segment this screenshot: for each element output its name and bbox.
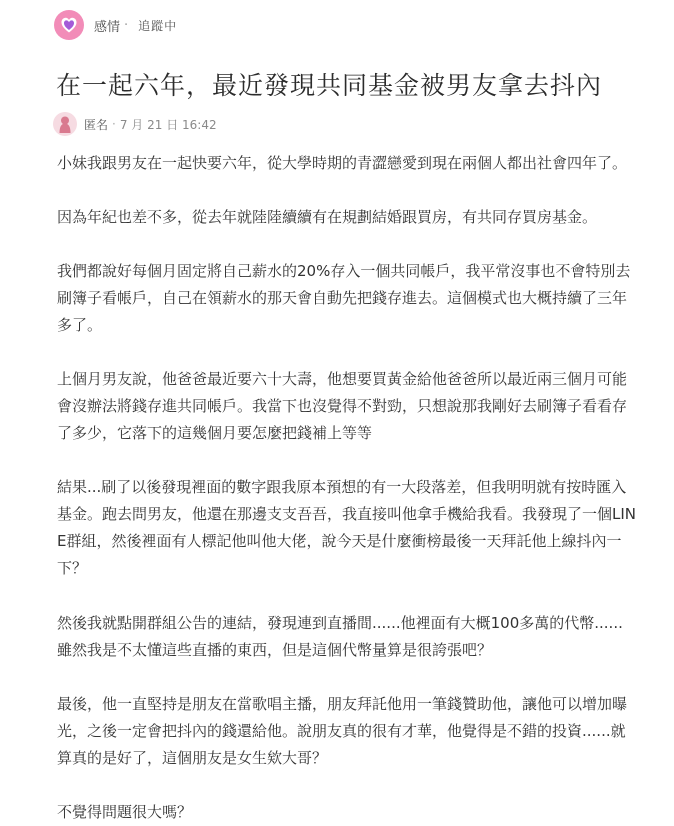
post-meta xyxy=(53,112,217,136)
paragraph: 不覺得問題很大嗎？ xyxy=(57,803,193,821)
forum-header xyxy=(53,9,177,41)
meta-separator: · xyxy=(112,117,116,131)
anonymous-avatar-icon xyxy=(53,112,77,136)
paragraph: 上個月男友說，他爸爸最近要六十大壽，他想要買黃金給他爸爸所以最近兩三個月可能會沒辦法將錢存進共同帳戶。我當下也沒覺得不對勁，只想說那我剛好去刷簿子看看存了多少，它落下的這幾個月要怎麼把錢補上等等 xyxy=(57,370,628,442)
author-name: 匿名 xyxy=(84,117,109,132)
paragraph: 因為年紀也差不多，從去年就陸陸續續有在規劃結婚跟買房，有共同存買房基金。 xyxy=(57,208,598,226)
paragraph: 然後我就點開群組公告的連結，發現連到直播間......他裡面有大概100多萬的代幣......雖然我是不太懂這些直播的東西，但是這個代幣量算是很誇張吧？ xyxy=(57,614,623,659)
post-title: 在一起六年，最近發現共同基金被男友拿去抖內 xyxy=(56,71,603,100)
header-separator: · xyxy=(124,17,129,33)
paragraph: 結果...刷了以後發現裡面的數字跟我原本預想的有一大段落差，但我明明就有按時匯入基金。跑去問男友，他還在那邊支支吾吾，我直接叫他拿手機給我看。我發現了一個LINE群組，然後裡面有人標記他叫他大佬，說今天是什麼衝榜最後一天拜託他上線抖內一下？ xyxy=(57,478,637,577)
post-date: 7 月 21 日 16:42 xyxy=(119,117,217,132)
paragraph: 最後，他一直堅持是朋友在當歌唱主播，朋友拜託他用一筆錢贊助他，讓他可以增加曝光，之後一定會把抖內的錢還給他。說朋友真的很有才華，他覺得是不錯的投資......就算真的是好了，這個朋友是女生欸大哥？ xyxy=(57,695,628,767)
follow-status-button[interactable]: 追蹤中 xyxy=(138,18,178,33)
heart-icon[interactable] xyxy=(53,9,85,41)
forum-name[interactable]: 感情 xyxy=(94,19,121,35)
paragraph: 我們都說好每個月固定將自己薪水的20%存入一個共同帳戶，我平常沒事也不會特別去刷簿子看帳戶，自己在領薪水的那天會自動先把錢存進去。這個模式也大概持續了三年多了。 xyxy=(57,262,631,334)
paragraph: 小妹我跟男友在一起快要六年，從大學時期的青澀戀愛到現在兩個人都出社會四年了。 xyxy=(57,154,628,172)
